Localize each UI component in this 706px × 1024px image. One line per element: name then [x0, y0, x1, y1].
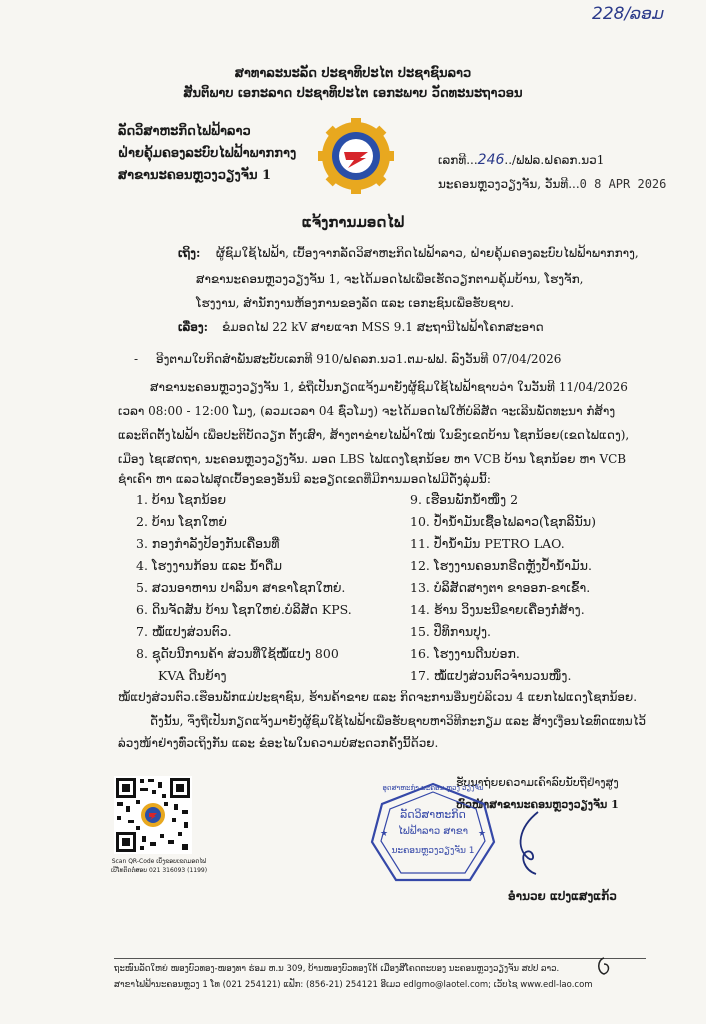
outage-area-item: 15. ປຶທິການປຸງ.	[410, 624, 492, 639]
body-line-2: ເວລາ 08:00 - 12:00 ໂມງ, (ລວມເວລາ 04 ຊົ່ວໂມງ) ຈະໄດ້ມອດໄຟໃຫ້ບໍລິສັດ ຈະເລີນພັດທະນາ ກໍ່ສ້າງ	[118, 404, 616, 418]
outage-area-item: 14. ຮ້ານ ວິງນະນີຂາຍເຄື່ອງກໍ່ສ້າງ.	[410, 602, 585, 617]
svg-text:★: ★	[478, 829, 487, 839]
outage-area-item: 9. ເຮືອນພັກນ້ຳໜຶ່ງ 2	[410, 492, 519, 507]
outage-area-item: 6. ດິນຈັດສັນ ບ້ານ ໂຊກໃຫຍ່.ບໍລິສັດ KPS.	[136, 602, 352, 617]
org-name: ລັດວິສາຫະກິດໄຟຟ້າລາວ	[118, 124, 251, 139]
stamp-ring-text: ອຸດສາຫະກຳ ນະຄອນ ຫຼວງ ວຽງຈັນ	[382, 784, 484, 792]
body-line-3: ແລະຕິດຕັ້ງໄຟຟ້າ ເພື່ອປະຕິບັດວຽກ ຕັ້ງເສົາ, ສ້າງຕາຂ່າຍໄຟຟ້າໃໝ່ ໃນຂົງເຂດບ້ານ ໂຊກນ້ອຍ(ເຂດໄຟແດງ),	[118, 428, 630, 442]
outage-area-item: 5. ສວນອາຫານ ປາລິນາ ສາຂາໂຊກໃຫຍ່.	[136, 580, 346, 595]
outage-area-item-continued: KVA ດີນຍ້າງ	[158, 668, 227, 683]
closing-line-1: ດັ່ງນັ້ນ, ຈຶ່ງຖືເປັນກຽດແຈ້ງມາຍັງຜູ້ຊົມໃຊ້ໄຟຟ້າເພື່ອຮັບຊາບຫາວິທີກະກຽມ ແລະ ສ້າງເງື່ອນໄຂທົດແທນໄວ້	[150, 714, 647, 728]
svg-text:★: ★	[380, 829, 389, 839]
outage-area-item: 1. ບ້ານ ໂຊກນ້ອຍ	[136, 492, 227, 507]
footer-contact: ສາຂາໄຟຟ້ານະຄອນຫຼວງ 1 ໂທ (021 254121) ແຟັກ: (856-21) 254121 ອີເມວ edlgmo@laotel.com; ເວັບໄຊ www.edl-lao.com	[114, 980, 593, 990]
regards-text: ຮັບນາຖໍຍຍຄວາມເຄົາລົບນັບຖືຢ່າງສູງ	[456, 776, 619, 789]
org-department: ຝ່າຍຄຸ້ມຄອງລະບົບໄຟຟ້າພາກກາງ	[118, 146, 297, 161]
to-label: ເຖິງ:	[178, 246, 201, 260]
stamp-line-2: ໄຟຟ້າລາວ ສາຂາ	[397, 826, 469, 837]
edl-logo	[318, 118, 394, 194]
reference-number: ເລກທີ...246../ຟຟລ.ຝຄລກ.ນວ1	[438, 152, 605, 168]
handwritten-signature	[508, 808, 556, 878]
closing-line-2: ລ່ວງໜ້າຢ່າງທົ່ວເຖິງກັນ ແລະ ຂໍອະໄພໃນຄວາມບໍ່ສະດວກຄັ້ງນີ້ດ້ວຍ.	[118, 736, 439, 750]
body-line-4: ເມືອງ ໄຊເສດຖາ, ນະຄອນຫຼວງວຽງຈັນ. ມອດ LBS ໄຟແດງໂຊກນ້ອຍ ຫາ VCB ບ້ານ ໂຊກນ້ອຍ ຫາ VCB	[118, 452, 627, 466]
qr-caption-2: ເບີໂທຕິດຕໍ່ສອບ 021 316093 (1199)	[110, 867, 208, 874]
footer-mark-icon	[594, 956, 614, 976]
issue-date: ນະຄອນຫຼວງວຽງຈັນ, ວັນທີ...0 8 APR 2026	[438, 177, 667, 191]
outage-area-item: 17. ໝໍ້ແປງສ່ວນຕົວຈຳນວນໜຶ່ງ.	[410, 668, 572, 683]
stamp-line-1: ລັດວິສາຫະກິດ	[400, 808, 466, 821]
outage-area-item: 16. ໂຮງງານດີນບ່ອກ.	[410, 646, 520, 661]
outage-area-item: 13. ບໍລິສັດສາງຕາ ຂາອອກ-ຂາເຂົ້າ.	[410, 580, 591, 595]
body-line-1: ສາຂານະຄອນຫຼວງວຽງຈັນ 1, ຂໍຖືເປັນກຽດແຈ້ງມາຍັງຜູ້ຊົມໃຊ້ໄຟຟ້າຊາບວ່າ ໃນວັນທີ 11/04/2026	[150, 380, 628, 394]
outage-area-item: 8. ຊຸດັບນີການຄ້າ ສ່ວນທີ່ໃຊ້ໝໍ້ແປງ 800	[136, 646, 339, 661]
footer-divider	[114, 958, 646, 959]
signer-title: ຫົວໜ້າສາຂານະຄອນຫຼວງວຽງຈັນ 1	[456, 798, 619, 811]
qr-caption-1: Scan QR-Code ເບິ່ງຂອບເຂດມອດໄຟ	[111, 858, 207, 865]
handwritten-reference: 228/ລອມ	[592, 4, 664, 24]
to-text-2: ສາຂານະຄອນຫຼວງວຽງຈັນ 1, ຈະໄດ້ມອດໄຟເພື່ອເຮັດວຽກຕາມຄຸ້ມບ້ານ, ໂຮງຈັກ,	[196, 272, 584, 286]
to-text-1: ຜູ້ຊົມໃຊ້ໄຟຟ້າ, ເບື້ອງຈາກລັດວິສາຫະກິດໄຟຟ້າລາວ, ຝ່າຍຄຸ້ມຄອງລະບົບໄຟຟ້າພາກກາງ,	[216, 246, 639, 260]
signer-name: ອຳນວຍ ແປງແສງແກ້ວ	[508, 889, 617, 903]
outage-area-item: 4. ໂຮງງານກ້ອນ ແລະ ນ້ຳດື່ມ	[136, 558, 283, 573]
state-header: ສາທາລະນະລັດ ປະຊາທິປະໄຕ ປະຊາຊົນລາວ	[234, 66, 472, 81]
outage-area-item: 7. ໝໍ້ແປງສ່ວນຕົວ.	[136, 624, 232, 639]
outage-area-item: 10. ປ້ຳນ້ຳມັນເຊື້ອໄຟລາວ(ໂຊກລິນັນ)	[410, 514, 597, 529]
basis-reference: ອີງຕາມໃບກິດສຳພັນສະບັບເລກທີ 910/ຝຄລກ.ນວ1.ຕມ-ຟຟ. ລົງວັນທີ 07/04/2026	[156, 352, 562, 366]
footer-address: ຖະໜົນລັດໃຫຍ່ ໜອງບົວທອງ-ໜອງທາ ຮ່ອມ ຫ.ນ 309, ບ້ານໜອງບົວທອງໃຕ້ ເມືອງສີໂຄດຕະບອງ ນະຄອນຫຼວງວຽງຈັນ ສປປ ລາວ.	[114, 964, 560, 974]
additional-areas: ໝໍ້ແປງສ່ວນຕົວ.ເຮືອນພັກແມ່ປະຊາຊົນ, ຮ້ານຄ້າຂາຍ ແລະ ກິດຈະການອື່ນໆບໍລິເວນ 4 ແຍກໄຟແດງໂຊກນ້ອຍ.	[118, 690, 638, 704]
basis-bullet: -	[134, 352, 139, 366]
outage-area-item: 12. ໂຮງງານຄອນກຣີດຫຼັງປ້ຳນ້ຳມັນ.	[410, 558, 592, 573]
qr-code[interactable]	[114, 776, 192, 854]
to-text-3: ໂຮງງານ, ສຳນັກງານຫ້ອງການຂອງລັດ ແລະ ເອກະຊົນເພື່ອຮັບຊາບ.	[196, 296, 515, 310]
motto-header: ສັນຕິພາບ ເອກະລາດ ປະຊາທິປະໄຕ ເອກະພາບ ວັດທະນະຖາວອນ	[183, 86, 523, 101]
outage-area-item: 11. ປ້ຳນ້ຳມັນ PETRO LAO.	[410, 536, 565, 551]
outage-area-item: 3. ກອງກຳລັງປ້ອງກັນເຄື່ອນທີ່	[136, 536, 280, 551]
org-branch: ສາຂານະຄອນຫຼວງວຽງຈັນ 1	[118, 168, 272, 183]
subject-text: ຂໍມອດໄຟ 22 kV ສາຍແຈກ MSS 9.1 ສະຖານີໄຟຟ້າໂຄກສະອາດ	[222, 320, 544, 334]
subject-label: ເລື່ອງ:	[178, 320, 209, 334]
document-title: ແຈ້ງການມອດໄຟ	[301, 213, 405, 231]
outage-area-item: 2. ບ້ານ ໂຊກໃຫຍ່	[136, 514, 228, 529]
stamp-line-3: ນະຄອນຫຼວງວຽງຈັນ 1	[391, 846, 475, 856]
body-line-5: ຊຳເຄົາ ຫາ ແລວໄຟສຸດເບື້ອງຂອງອັນນີ ລະອຽດເຂດທີ່ມີການມອດໄຟມີດັ່ງລຸ່ມນີ້:	[118, 472, 491, 486]
